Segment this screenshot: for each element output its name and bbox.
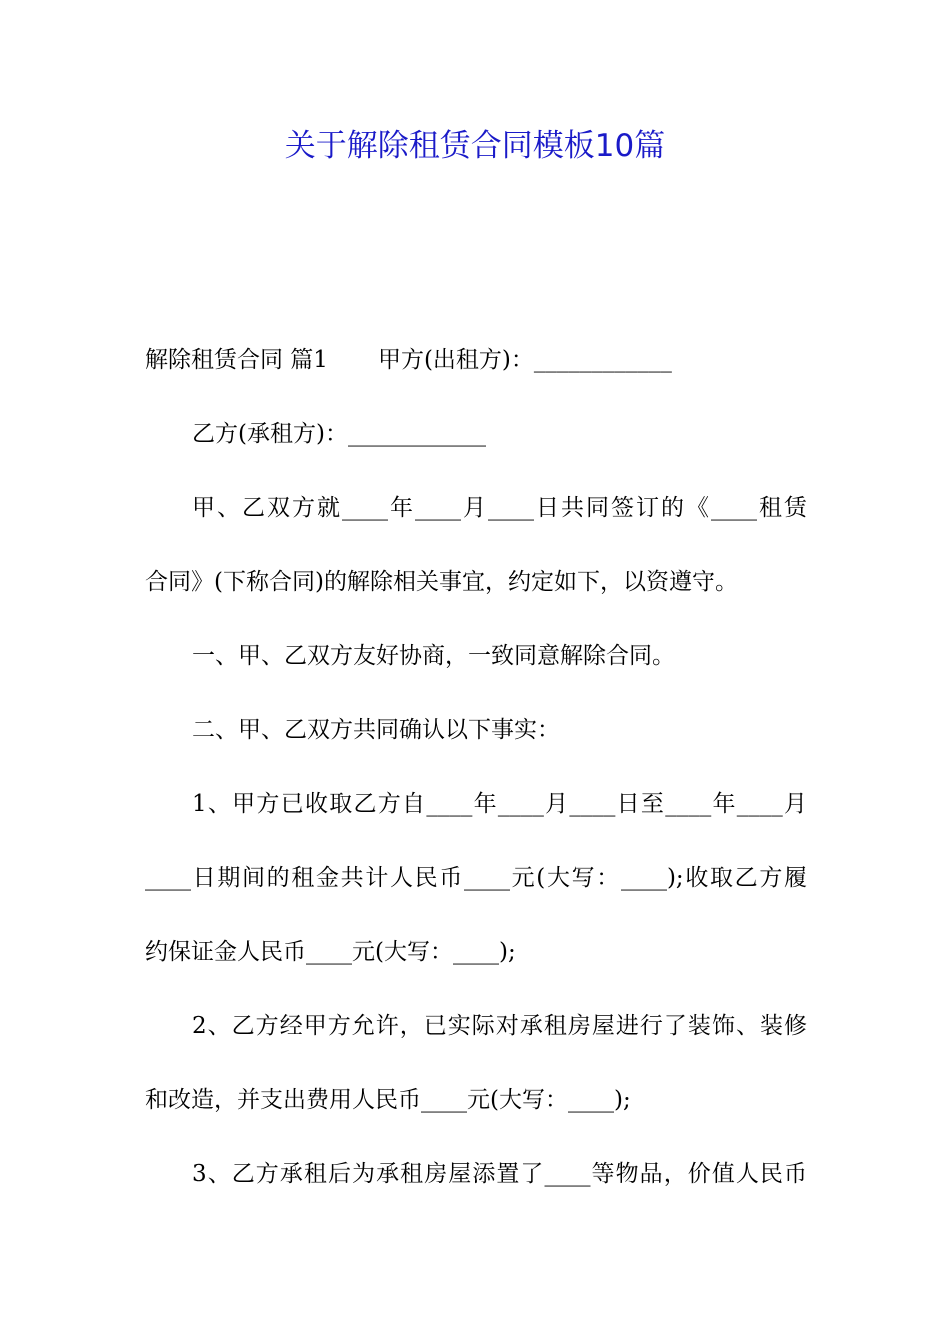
paragraph-line: 合同》(下称合同)的解除相关事宜，约定如下，以资遵守。 [145, 569, 738, 595]
document-body [145, 342, 807, 1230]
paragraph-line [145, 342, 807, 416]
document-title: 关于解除租赁合同模板10篇 [284, 128, 666, 164]
item-one-line: 1、甲方已收取乙方自____年____月____日至____年____月 [192, 791, 807, 817]
paragraph-line: 甲、乙双方就____年____月____日共同签订的《____租赁 [192, 495, 807, 521]
clause-two: 二、甲、乙双方共同确认以下事实： [192, 717, 560, 743]
item-one-line: 约保证金人民币____元(大写：____); [145, 939, 516, 965]
item-two-line: 和改造，并支出费用人民币____元(大写：____); [145, 1087, 631, 1113]
clause-one: 一、甲、乙双方友好协商，一致同意解除合同。 [192, 643, 675, 669]
item-three-line: 3、乙方承租后为承租房屋添置了____等物品，价值人民币 [192, 1161, 807, 1187]
item-one-line: ____日期间的租金共计人民币____元(大写：____);收取乙方履 [145, 865, 807, 891]
party-a-line: 甲方(出租方)：____________ [377, 347, 672, 373]
party-b-line: 乙方(承租方)：____________ [192, 421, 486, 447]
section-heading: 解除租赁合同 篇1 [145, 347, 328, 373]
item-two-line: 2、乙方经甲方允许，已实际对承租房屋进行了装饰、装修 [192, 1013, 807, 1039]
